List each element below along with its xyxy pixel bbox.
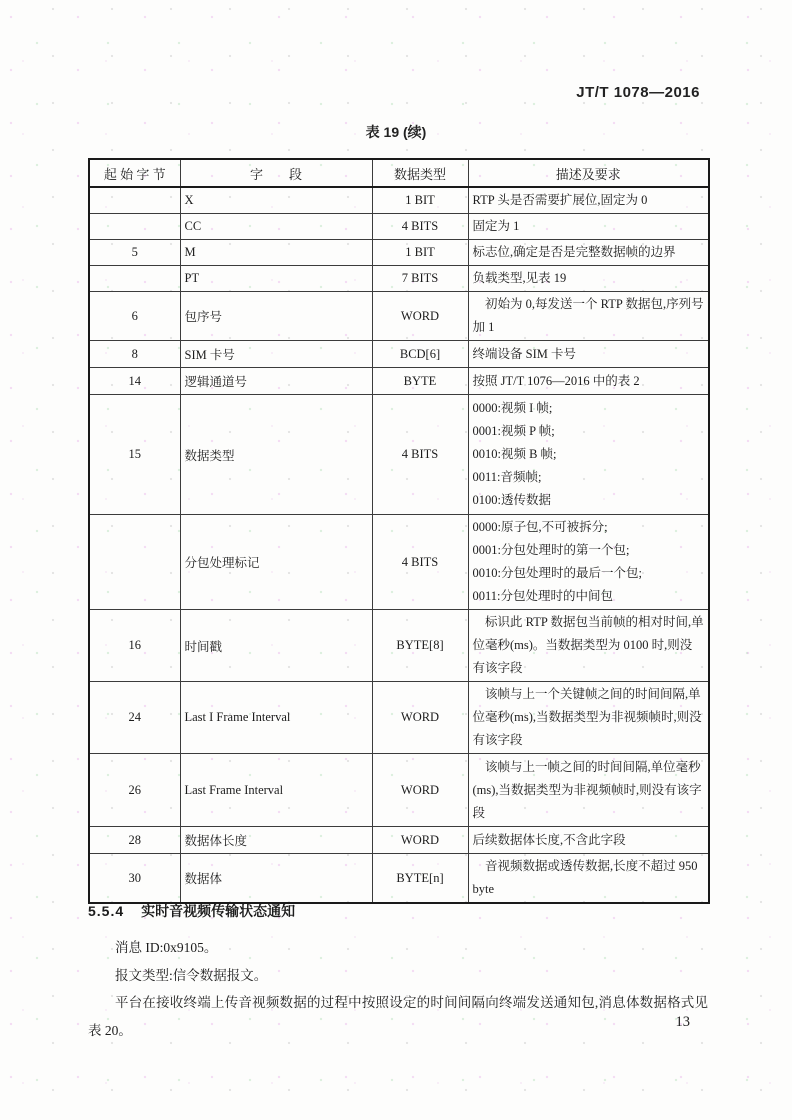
table-header-row (89, 159, 709, 187)
cell-data-type: BCD[6] (372, 341, 468, 368)
paragraph-message-id: 消息 ID:0x9105。 (115, 940, 218, 955)
cell-description (468, 292, 709, 341)
cell-description (468, 754, 709, 827)
spec-table (88, 158, 710, 904)
cell-field: PT (180, 266, 372, 292)
cell-start-byte: 24 (89, 682, 180, 754)
cell-start-byte: 5 (89, 240, 180, 266)
description-line: RTP 头是否需要扩展位,固定为 0 (472, 193, 648, 207)
description-line: 0011:音频帧; (472, 470, 542, 484)
table-row (89, 240, 709, 266)
cell-data-type: 4 BITS (372, 515, 468, 610)
paragraph-description: 平台在接收终端上传音视频数据的过程中按照设定的时间间隔向终端发送通知包,消息体数据格式见表 20。 (88, 995, 708, 1038)
page-number: 13 (675, 1014, 690, 1030)
standard-number-header: JT/T 1078—2016 (576, 84, 700, 101)
cell-description (468, 240, 709, 266)
cell-start-byte (89, 187, 180, 214)
col-header-description: 描述及要求 (468, 159, 709, 187)
cell-field: 数据体 (180, 854, 372, 904)
table-row (89, 292, 709, 341)
table-row (89, 827, 709, 854)
cell-field: Last Frame Interval (180, 754, 372, 827)
table-row (89, 682, 709, 754)
cell-start-byte: 8 (89, 341, 180, 368)
cell-start-byte (89, 266, 180, 292)
section-heading (88, 901, 708, 921)
cell-description (468, 515, 709, 610)
description-line: 按照 JT/T 1076—2016 中的表 2 (472, 373, 640, 388)
cell-start-byte (89, 515, 180, 610)
cell-start-byte: 26 (89, 754, 180, 827)
cell-field: 数据体长度 (180, 827, 372, 854)
description-line: 0000:视频 I 帧; (472, 401, 553, 415)
table-row (89, 515, 709, 610)
cell-description (468, 214, 709, 240)
cell-field: Last I Frame Interval (180, 682, 372, 754)
table-row (89, 610, 709, 682)
table-row (89, 266, 709, 292)
description-line: 0100:透传数据 (472, 493, 551, 507)
cell-description (468, 368, 709, 395)
table-row (89, 395, 709, 515)
cell-start-byte: 16 (89, 610, 180, 682)
cell-field: 时间戳 (180, 610, 372, 682)
cell-description (468, 610, 709, 682)
col-header-start-byte: 起 始 字 节 (89, 159, 180, 187)
cell-field: X (180, 187, 372, 214)
description-line: 音视频数据或透传数据,长度不超过 950 byte (472, 859, 698, 896)
cell-field: CC (180, 214, 372, 240)
cell-data-type: WORD (372, 292, 468, 341)
section-number: 5.5.4 (88, 903, 125, 919)
cell-start-byte: 15 (89, 395, 180, 515)
cell-data-type: BYTE[8] (372, 610, 468, 682)
cell-start-byte: 30 (89, 854, 180, 904)
table-row (89, 368, 709, 395)
cell-data-type: WORD (372, 754, 468, 827)
description-line: 0011:分包处理时的中间包 (472, 589, 614, 603)
cell-field: 逻辑通道号 (180, 368, 372, 395)
section-5-5-4 (88, 901, 708, 1044)
cell-data-type: 1 BIT (372, 240, 468, 266)
cell-data-type: WORD (372, 682, 468, 754)
col-header-field: 字 段 (180, 159, 372, 187)
description-line: 该帧与上一个关键帧之间的时间间隔,单位毫秒(ms),当数据类型为非视频帧时,则没有该字段 (472, 687, 702, 747)
section-title: 实时音视频传输状态通知 (141, 903, 296, 919)
cell-start-byte: 6 (89, 292, 180, 341)
cell-data-type: 4 BITS (372, 214, 468, 240)
cell-start-byte (89, 214, 180, 240)
cell-data-type: BYTE[n] (372, 854, 468, 904)
description-line: 标识此 RTP 数据包当前帧的相对时间,单位毫秒(ms)。当数据类型为 0100 时,则没有该字段 (472, 615, 704, 675)
table-row (89, 854, 709, 904)
table-row (89, 754, 709, 827)
paragraph-message-type: 报文类型:信令数据报文。 (115, 967, 268, 983)
cell-description (468, 395, 709, 515)
description-line: 0000:原子包,不可被拆分; (472, 520, 608, 534)
cell-field: M (180, 240, 372, 266)
description-line: 固定为 1 (472, 219, 520, 233)
cell-data-type: 4 BITS (372, 395, 468, 515)
cell-description (468, 827, 709, 854)
cell-data-type: BYTE (372, 368, 468, 395)
description-line: 0001:视频 P 帧; (472, 424, 555, 438)
cell-field: SIM 卡号 (180, 341, 372, 368)
cell-description (468, 187, 709, 214)
cell-field: 数据类型 (180, 395, 372, 515)
description-line: 0010:分包处理时的最后一个包; (472, 566, 642, 580)
cell-field: 分包处理标记 (180, 515, 372, 610)
cell-field: 包序号 (180, 292, 372, 341)
cell-data-type: WORD (372, 827, 468, 854)
description-line: 负载类型,见表 19 (472, 271, 567, 285)
cell-description (468, 682, 709, 754)
cell-description (468, 266, 709, 292)
cell-data-type: 7 BITS (372, 266, 468, 292)
description-line: 后续数据体长度,不含此字段 (472, 832, 626, 847)
cell-data-type: 1 BIT (372, 187, 468, 214)
table-row (89, 187, 709, 214)
table-caption: 表 19 (续) (365, 124, 427, 140)
description-line: 终端设备 SIM 卡号 (472, 346, 576, 361)
cell-start-byte: 28 (89, 827, 180, 854)
description-line: 标志位,确定是否是完整数据帧的边界 (472, 245, 676, 259)
table-row (89, 214, 709, 240)
cell-start-byte: 14 (89, 368, 180, 395)
cell-description (468, 341, 709, 368)
table-row (89, 341, 709, 368)
col-header-data-type: 数据类型 (372, 159, 468, 187)
description-line: 0010:视频 B 帧; (472, 447, 557, 461)
description-line: 初始为 0,每发送一个 RTP 数据包,序列号加 1 (472, 297, 704, 334)
description-line: 0001:分包处理时的第一个包; (472, 543, 630, 557)
description-line: 该帧与上一帧之间的时间间隔,单位毫秒(ms),当数据类型为非视频帧时,则没有该字段 (472, 759, 702, 820)
cell-description (468, 854, 709, 904)
